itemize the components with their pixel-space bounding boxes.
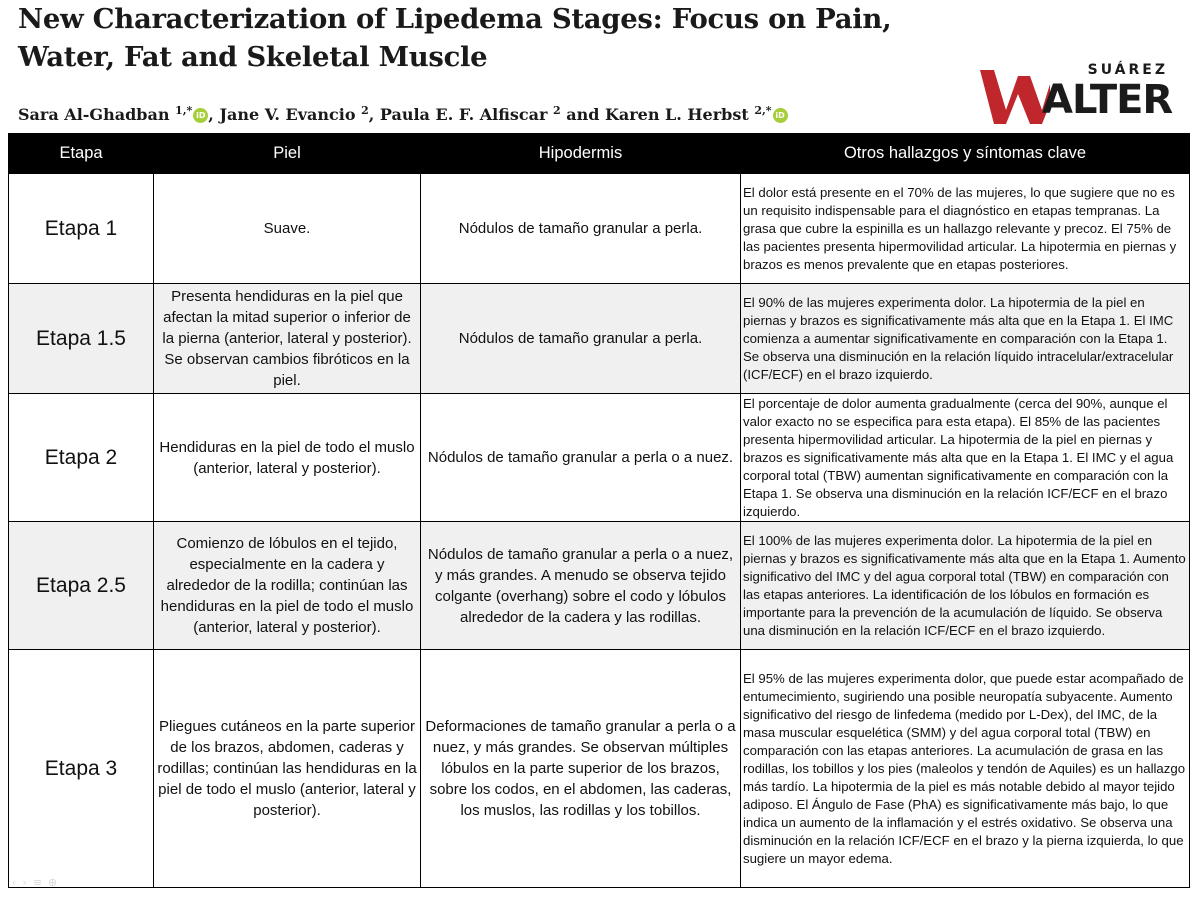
author-separator: , <box>368 105 380 124</box>
author-name: Jane V. Evancio <box>219 105 356 124</box>
author-affiliation: 2,* <box>754 104 772 117</box>
author-separator: , <box>208 105 220 124</box>
table-row <box>9 174 1190 284</box>
skin-cell: Comienzo de lóbulos en el tejido, especialmente en la cadera y alrededor de la rodilla; continúan las hendiduras en la piel de todo el muslo (anterior, lateral y posterior). <box>154 522 421 650</box>
skin-cell: Hendiduras en la piel de todo el muslo (anterior, lateral y posterior). <box>154 394 421 522</box>
logo-brand-top: SUÁREZ <box>1087 62 1168 78</box>
other-findings-cell: El porcentaje de dolor aumenta gradualmente (cerca del 90%, aunque el valor exacto no se especifica para esta etapa). El 85% de las pacientes presenta hipermovilidad articular. La hipotermia de la piel en piernas y brazos es significativamente más alta que en la Etapa 1. El IMC y el agua corporal total (TBW) aumentan significativamente en comparación con la Etapa 1. Se observa una disminución en la relación ICF/ECF en el brazo izquierdo. <box>741 394 1190 522</box>
hypodermis-cell: Nódulos de tamaño granular a perla o a nuez. <box>421 394 741 522</box>
stage-cell: Etapa 1.5 <box>9 284 154 394</box>
other-findings-cell: El 95% de las mujeres experimenta dolor, que puede estar acompañado de entumecimiento, sugiriendo una posible neuropatía subyacente. Aumento significativo del riesgo de linfedema (medido por L-Dex), del IMC, de la masa muscular esquelética (SMM) y del agua corporal total (TBW) en comparación con las etapas anteriores. La acumulación de grasa en las rodillas, los tobillos y los pies (maleolos y tendón de Aquiles) es un hallazgo más tardío. La hipotermia de la piel es más notable debido al mayor tejido adiposo. El Ángulo de Fase (PhA) es significativamente más bajo, lo que indica un aumento de la inflamación y el estrés oxidativo. Se observa una disminución en la relación ICF/ECF en el brazo y la pierna izquierda, lo que sugiere un mayor edema. <box>741 650 1190 888</box>
paper-title <box>18 0 891 76</box>
hypodermis-cell: Nódulos de tamaño granular a perla. <box>421 284 741 394</box>
stage-cell: Etapa 1 <box>9 174 154 284</box>
zoom-icon[interactable]: ⊕ <box>48 876 64 889</box>
author-name: Sara Al-Ghadban <box>18 105 170 124</box>
hypodermis-cell: Deformaciones de tamaño granular a perla o a nuez, y más grandes. Se observan múltiples lóbulos en la parte superior de los brazos, sobre los codos, en el abdomen, las caderas, los muslos, las rodillas y los tobillos. <box>421 650 741 888</box>
paper-title-line-2: Water, Fat and Skeletal Muscle <box>18 41 488 73</box>
paper-title-line-1: New Characterization of Lipedema Stages: Focus on Pain, <box>18 3 892 35</box>
other-findings-cell: El 90% de las mujeres experimenta dolor. La hipotermia de la piel en piernas y brazos es significativamente más alta que en la Etapa 1. El IMC comienza a aumentar significativamente en comparación con la Etapa 1. Se observa una disminución en la relación líquido intracelular/extracelular (ICF/ECF) en el brazo izquierdo. <box>741 284 1190 394</box>
author-affiliation: 2 <box>361 104 369 117</box>
stage-cell: Etapa 2.5 <box>9 522 154 650</box>
orcid-icon[interactable]: iD <box>193 108 208 123</box>
table-row <box>9 284 1190 394</box>
header-stage: Etapa <box>9 134 154 174</box>
table-row <box>9 522 1190 650</box>
walter-suarez-logo <box>980 60 1190 126</box>
table-header-row <box>9 134 1190 174</box>
next-page-icon[interactable]: › <box>22 876 33 889</box>
author-name: Karen L. Herbst <box>604 105 749 124</box>
hypodermis-cell: Nódulos de tamaño granular a perla. <box>421 174 741 284</box>
lipedema-stages-table <box>8 133 1190 888</box>
author-list <box>18 104 788 124</box>
table-row <box>9 650 1190 888</box>
header-hypodermis: Hipodermis <box>421 134 741 174</box>
stage-cell: Etapa 2 <box>9 394 154 522</box>
logo-w-mark-icon <box>980 68 1050 126</box>
prev-page-icon[interactable]: ‹ <box>12 876 23 889</box>
skin-cell: Presenta hendiduras en la piel que afectan la mitad superior o inferior de la pierna (anterior, lateral y posterior). Se observan cambios fibróticos en la piel. <box>154 284 421 394</box>
menu-icon[interactable]: ≡ <box>32 876 49 889</box>
logo-brand-main: ALTER <box>1042 77 1173 123</box>
viewer-controls <box>12 876 63 889</box>
author-affiliation: 1,* <box>175 104 193 117</box>
author-separator: and <box>560 105 605 124</box>
orcid-icon[interactable]: iD <box>773 108 788 123</box>
hypodermis-cell: Nódulos de tamaño granular a perla o a nuez, y más grandes. A menudo se observa tejido colgante (overhang) sobre el codo y lóbulos alrededor de la cadera y las rodillas. <box>421 522 741 650</box>
skin-cell: Suave. <box>154 174 421 284</box>
author-affiliation: 2 <box>552 104 561 117</box>
author-name: Paula E. F. Alfiscar <box>379 105 548 124</box>
header-skin: Piel <box>154 134 421 174</box>
stage-cell: Etapa 3 <box>9 650 154 888</box>
other-findings-cell: El dolor está presente en el 70% de las mujeres, lo que sugiere que no es un requisito indispensable para el diagnóstico en etapas tempranas. La grasa que cubre la espinilla es un hallazgo relevante y precoz. El 75% de las pacientes presenta hipermovilidad articular. La hipotermia en piernas y brazos es menos prevalente que en etapas posteriores. <box>741 174 1190 284</box>
table-row <box>9 394 1190 522</box>
header-other-findings: Otros hallazgos y síntomas clave <box>741 134 1190 174</box>
skin-cell: Pliegues cutáneos en la parte superior de los brazos, abdomen, caderas y rodillas; continúan las hendiduras en la piel de todo el muslo (anterior, lateral y posterior). <box>154 650 421 888</box>
other-findings-cell: El 100% de las mujeres experimenta dolor. La hipotermia de la piel en piernas y brazos es significativamente más alta que en la Etapa 1. Aumento significativo del IMC y del agua corporal total (TBW) en comparación con las etapas anteriores. La identificación de los lóbulos en formación es importante para la prevención de la acumulación de líquido. Se observa una disminución en la relación ICF/ECF en el brazo izquierdo. <box>741 522 1190 650</box>
